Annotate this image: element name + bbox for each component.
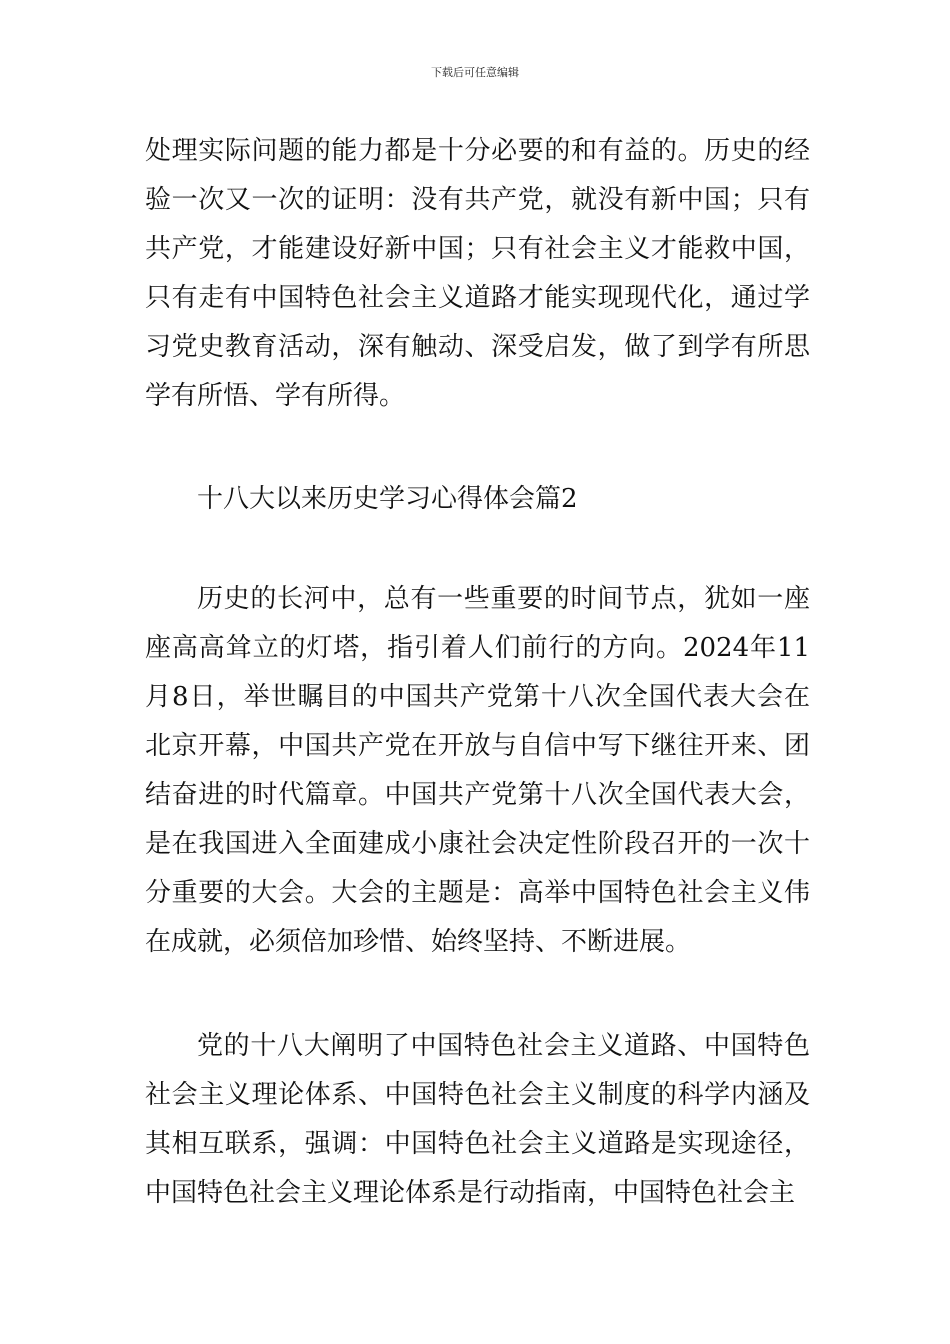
document-body (145, 127, 810, 421)
paragraph-3-block (145, 1022, 810, 1218)
paragraph-2-block (145, 575, 810, 967)
paragraph-3: 党的十八大阐明了中国特色社会主义道路、中国特色社会主义理论体系、中国特色社会主义制度的科学内涵及其相互联系，强调：中国特色社会主义道路是实现途径，中国特色社会主义理论体系是行动指南，中国特色社会主 (145, 1031, 810, 1208)
section-heading: 十八大以来历史学习心得体会篇2 (197, 484, 578, 514)
paragraph-1: 处理实际问题的能力都是十分必要的和有益的。历史的经验一次又一次的证明：没有共产党，就没有新中国；只有共产党，才能建设好新中国；只有社会主义才能救中国，只有走有中国特色社会主义道路才能实现现代化，通过学习党史教育活动，深有触动、深受启发，做了到学有所思学有所悟、学有所得。 (145, 136, 810, 411)
section-heading-block (145, 475, 810, 524)
page-header: 下载后可任意编辑 (431, 66, 519, 79)
paragraph-2: 历史的长河中，总有一些重要的时间节点，犹如一座座高高耸立的灯塔，指引着人们前行的方向。2024年11月8日，举世瞩目的中国共产党第十八次全国代表大会在北京开幕，中国共产党在开放与自信中写下继往开来、团结奋进的时代篇章。中国共产党第十八次全国代表大会，是在我国进入全面建成小康社会决定性阶段召开的一次十分重要的大会。大会的主题是：高举中国特色社会主义伟在成就，必须倍加珍惜、始终坚持、不断进展。 (145, 584, 810, 957)
